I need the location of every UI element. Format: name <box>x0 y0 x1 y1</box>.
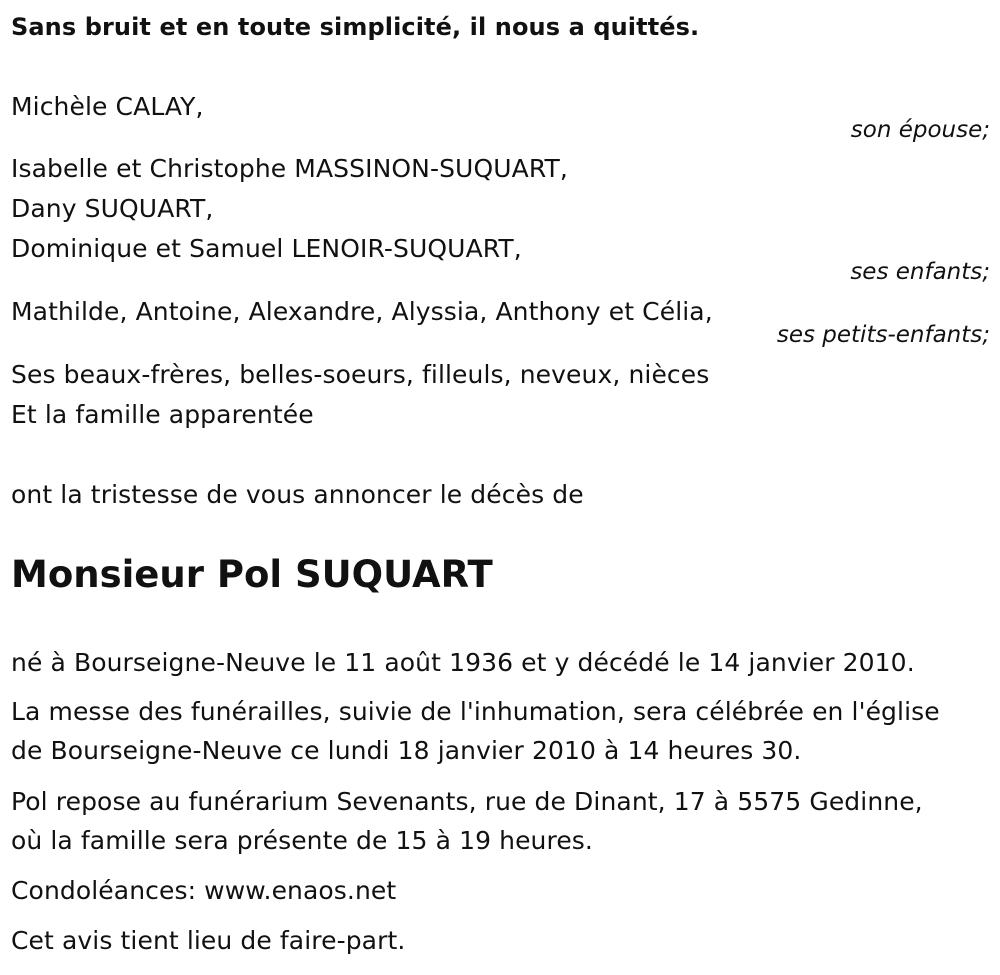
viewing-line: Pol repose au funérarium Sevenants, rue de Dinant, 17 à 5575 Gedinne, <box>11 787 923 816</box>
child-name: Dominique et Samuel LENOIR-SUQUART, <box>11 234 522 263</box>
viewing-line: où la famille sera présente de 15 à 19 heures. <box>11 826 593 855</box>
birth-death-line: né à Bourseigne-Neuve le 11 août 1936 et y décédé le 14 janvier 2010. <box>11 648 915 677</box>
child-name: Isabelle et Christophe MASSINON-SUQUART, <box>11 154 568 183</box>
funeral-line: de Bourseigne-Neuve ce lundi 18 janvier 2010 à 14 heures 30. <box>11 736 802 765</box>
grandchildren-role: ses petits-enfants; <box>776 322 990 348</box>
child-name: Dany SUQUART, <box>11 194 214 223</box>
extended-family-line: Ses beaux-frères, belles-soeurs, filleuls, neveux, nièces <box>11 360 710 389</box>
extended-family-line: Et la famille apparentée <box>11 400 314 429</box>
spouse-role: son épouse; <box>850 117 990 143</box>
spouse-name: Michèle CALAY, <box>11 92 204 121</box>
grandchildren-names: Mathilde, Antoine, Alexandre, Alyssia, Anthony et Célia, <box>11 297 713 326</box>
closing-line: Cet avis tient lieu de faire-part. <box>11 926 406 955</box>
condolences-line: Condoléances: www.enaos.net <box>11 876 397 905</box>
intro-line: Sans bruit et en toute simplicité, il nous a quittés. <box>11 13 700 41</box>
deceased-name: Monsieur Pol SUQUART <box>11 553 493 596</box>
children-role: ses enfants; <box>850 259 990 285</box>
funeral-line: La messe des funérailles, suivie de l'inhumation, sera célébrée en l'église <box>11 697 940 726</box>
announcement-line: ont la tristesse de vous annoncer le décès de <box>11 480 584 509</box>
